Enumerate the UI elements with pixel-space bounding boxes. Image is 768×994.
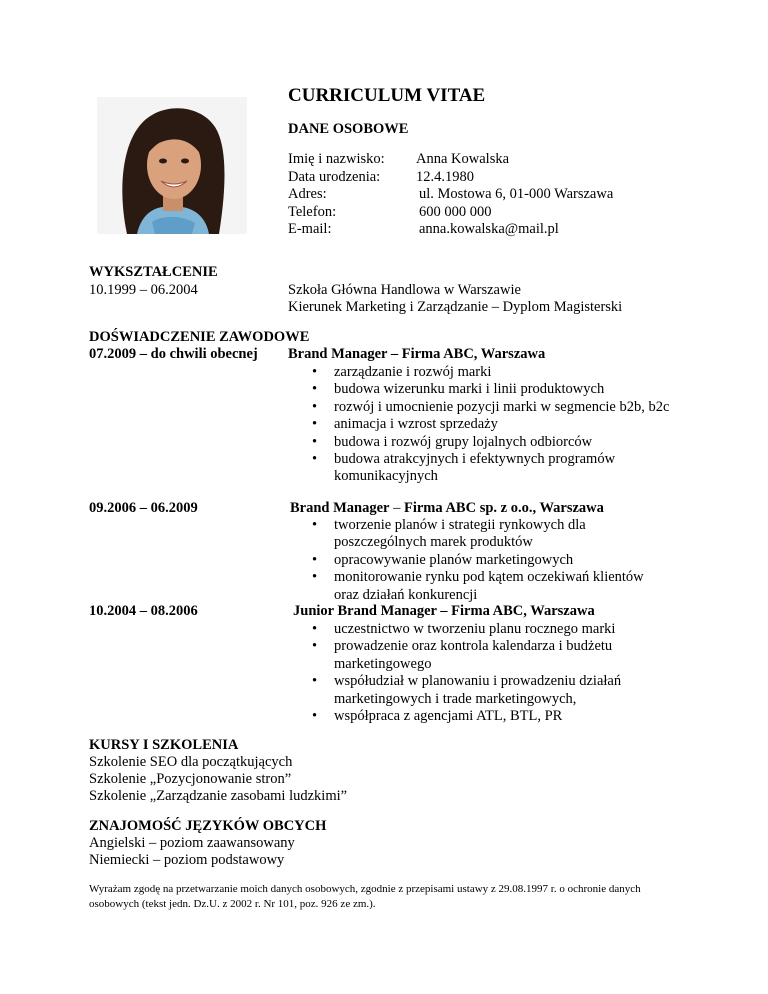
email-label: E-mail: bbox=[288, 221, 332, 237]
courses-heading: KURSY I SZKOLENIA bbox=[89, 737, 239, 753]
profile-photo bbox=[97, 97, 247, 234]
course-item: Szkolenie SEO dla początkujących bbox=[89, 754, 293, 770]
job-2-title-dash: – bbox=[389, 500, 404, 516]
email-value[interactable] bbox=[416, 221, 613, 239]
list-item: • budowa atrakcyjnych i efektywnych programów komunikacyjnych bbox=[312, 451, 672, 486]
name-value: Anna Kowalska bbox=[416, 151, 510, 167]
language-item: Niemiecki – poziom podstawowy bbox=[89, 852, 285, 868]
list-item: • monitorowanie rynku pod kątem oczekiwań klientów oraz działań konkurencji bbox=[312, 569, 672, 604]
list-item: • tworzenie planów i strategii rynkowych dla poszczególnych marek produktów bbox=[312, 517, 672, 552]
list-item: • uczestnictwo w tworzeniu planu rocznego marki bbox=[312, 621, 672, 638]
education-field: Kierunek Marketing i Zarządzanie – Dyplom Magisterski bbox=[288, 299, 623, 315]
list-item: • zarządzanie i rozwój marki bbox=[312, 364, 672, 381]
personal-values bbox=[416, 151, 613, 239]
list-item: • budowa wizerunku marki i linii produktowych bbox=[312, 381, 672, 398]
job-2-title-company: Firma ABC sp. z o.o., Warszawa bbox=[403, 500, 604, 516]
job-2-title-role: Brand Manager bbox=[290, 500, 390, 516]
languages-heading: ZNAJOMOŚĆ JĘZYKÓW OBCYCH bbox=[89, 818, 327, 834]
course-item: Szkolenie „Pozycjonowanie stron” bbox=[89, 771, 292, 787]
language-item: Angielski – poziom zaawansowany bbox=[89, 835, 295, 851]
personal-data-heading: DANE OSOBOWE bbox=[288, 121, 409, 137]
phone-value: 600 000 000 bbox=[419, 203, 492, 220]
job-2-title bbox=[290, 500, 604, 518]
name-label: Imię i nazwisko: bbox=[288, 151, 385, 167]
list-item: • animacja i wzrost sprzedaży bbox=[312, 416, 672, 433]
job-1-period: 07.2009 – do chwili obecnej bbox=[89, 346, 258, 362]
job-3-period: 10.2004 – 08.2006 bbox=[89, 603, 198, 619]
job-1-duties bbox=[312, 364, 672, 486]
job-3-title: Junior Brand Manager – Firma ABC, Warszawa bbox=[293, 603, 595, 619]
list-item: • współudział w planowaniu i prowadzeniu działań marketingowych i trade marketingowych, bbox=[312, 673, 672, 708]
email-link[interactable]: anna.kowalska@mail.pl bbox=[419, 221, 559, 237]
birthdate-value: 12.4.1980 bbox=[416, 168, 474, 185]
list-item: • prowadzenie oraz kontrola kalendarza i budżetu marketingowego bbox=[312, 638, 672, 673]
address-label: Adres: bbox=[288, 186, 327, 202]
phone-label: Telefon: bbox=[288, 203, 337, 220]
birthdate-label: Data urodzenia: bbox=[288, 168, 381, 185]
consent-note: Wyrażam zgodę na przetwarzanie moich danych osobowych, zgodnie z przepisami ustawy z 29.08.1997 r. o ochronie danych osobowych (tekst jedn. Dz.U. z 2002 r. Nr 101, poz. 926 ze zm.). bbox=[89, 883, 641, 910]
course-item: Szkolenie „Zarządzanie zasobami ludzkimi” bbox=[89, 788, 348, 804]
job-3-duties bbox=[312, 621, 672, 725]
list-item: • rozwój i umocnienie pozycji marki w segmencie b2b, b2c bbox=[312, 399, 672, 416]
list-item: • współpraca z agencjami ATL, BTL, PR bbox=[312, 708, 672, 725]
education-heading: WYKSZTAŁCENIE bbox=[89, 264, 218, 280]
document-title: CURRICULUM VITAE bbox=[288, 85, 486, 106]
education-period: 10.1999 – 06.2004 bbox=[89, 282, 198, 298]
address-value: ul. Mostowa 6, 01-000 Warszawa bbox=[419, 186, 614, 202]
list-item: • opracowywanie planów marketingowych bbox=[312, 552, 672, 569]
personal-labels bbox=[288, 151, 385, 239]
education-school: Szkoła Główna Handlowa w Warszawie bbox=[288, 282, 521, 298]
list-item: • budowa i rozwój grupy lojalnych odbiorców bbox=[312, 434, 672, 451]
job-2-duties bbox=[312, 517, 672, 604]
job-1-title: Brand Manager – Firma ABC, Warszawa bbox=[288, 346, 546, 362]
experience-heading: DOŚWIADCZENIE ZAWODOWE bbox=[89, 329, 310, 345]
job-2-period: 09.2006 – 06.2009 bbox=[89, 500, 198, 516]
